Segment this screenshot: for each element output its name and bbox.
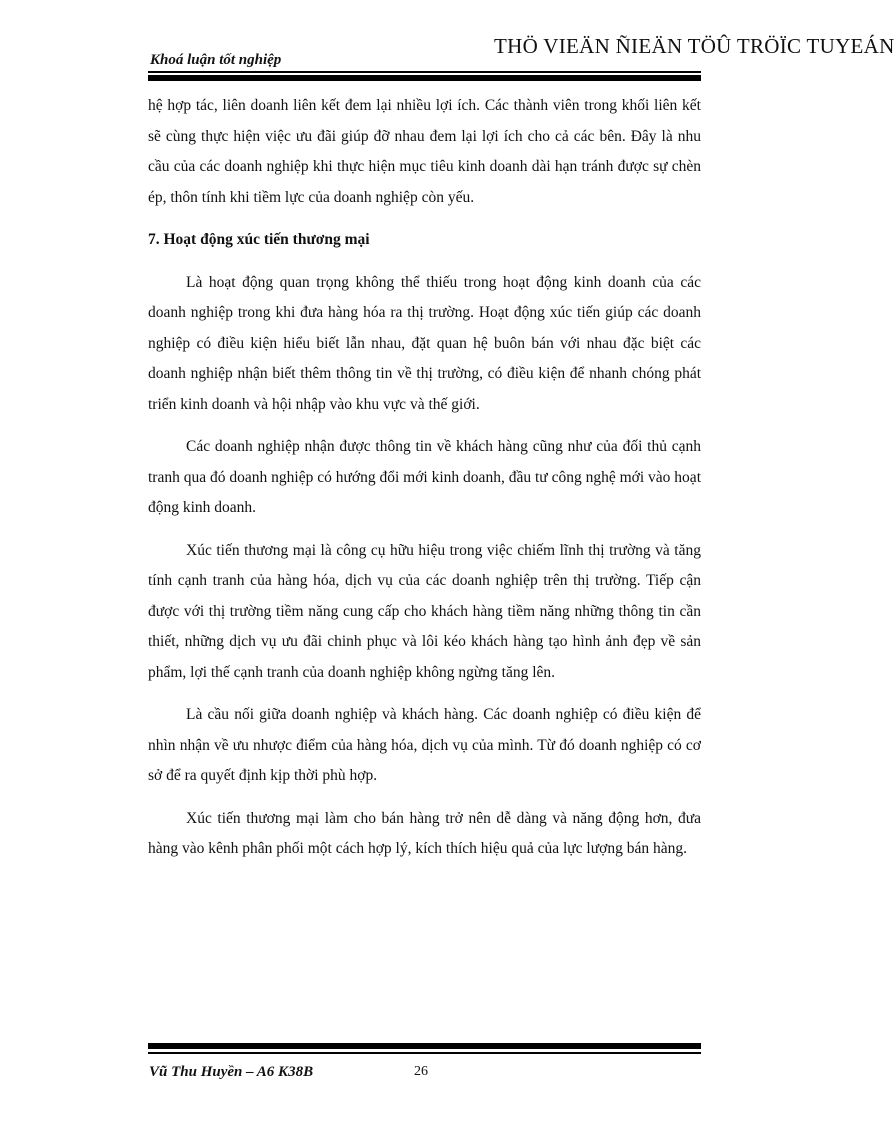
header-rule-thin [148,71,701,73]
page-number: 26 [414,1064,428,1079]
paragraph: Là hoạt động quan trọng không thể thiếu trong hoạt động kinh doanh của các doanh nghiệp trong khi đưa hàng hóa ra thị trường. Hoạt động xúc tiến giúp các doanh nghiệp có điều kiện hiểu biết lẫn nhau, đặt quan hệ buôn bán với nhau đặc biệt các doanh nghiệp nhận biết thêm thông tin về thị trường, có điều kiện để nhanh chóng phát triển kinh doanh và hội nhập vào khu vực và thế giới. [148,273,701,413]
footer-rule-thick [148,1043,701,1049]
header-title: Khoá luận tốt nghiệp [150,52,282,68]
paragraph: Các doanh nghiệp nhận được thông tin về khách hàng cũng như của đối thủ cạnh tranh qua đó doanh nghiệp có hướng đổi mới kinh doanh, đầu tư công nghệ mới vào hoạt động kinh doanh. [148,438,701,516]
paragraph-continued: hệ hợp tác, liên doanh liên kết đem lại nhiều lợi ích. Các thành viên trong khối liên kết sẽ cùng thực hiện việc ưu đãi giúp đỡ nhau đem lại lợi ích cho cả các bên. Đây là nhu cầu của các doanh nghiệp khi thực hiện mục tiêu kinh doanh dài hạn tránh được sự chèn ép, thôn tính khi tiềm lực của doanh nghiệp còn yếu. [148,97,701,206]
paragraph: Xúc tiến thương mại làm cho bán hàng trở nên dễ dàng và năng động hơn, đưa hàng vào kênh phân phối một cách hợp lý, kích thích hiệu quả của lực lượng bán hàng. [148,809,701,857]
header-library-name: THÖ VIEÄN ÑIEÄN TÖÛ TRÖÏC TUYEÁN [494,34,895,58]
section-heading: 7. Hoạt động xúc tiến thương mại [148,231,370,248]
footer-rule-thin [148,1052,701,1054]
footer-author: Vũ Thu Huyền – A6 K38B [149,1064,314,1080]
paragraph: Là cầu nối giữa doanh nghiệp và khách hàng. Các doanh nghiệp có điều kiện để nhìn nhận về ưu nhược điểm của hàng hóa, dịch vụ của mình. Từ đó doanh nghiệp có cơ sở để ra quyết định kịp thời phù hợp. [148,706,701,784]
paragraph: Xúc tiến thương mại là công cụ hữu hiệu trong việc chiếm lĩnh thị trường và tăng tính cạnh tranh của hàng hóa, dịch vụ của các doanh nghiệp trên thị trường. Tiếp cận được với thị trường tiềm năng cung cấp cho khách hàng tiềm năng những thông tin cần thiết, những dịch vụ ưu đãi chinh phục và lôi kéo khách hàng tạo hình ảnh đẹp về sản phẩm, lợi thế cạnh tranh của doanh nghiệp không ngừng tăng lên. [148,541,701,681]
header-rule-thick [148,75,701,81]
page-content [148,91,701,877]
